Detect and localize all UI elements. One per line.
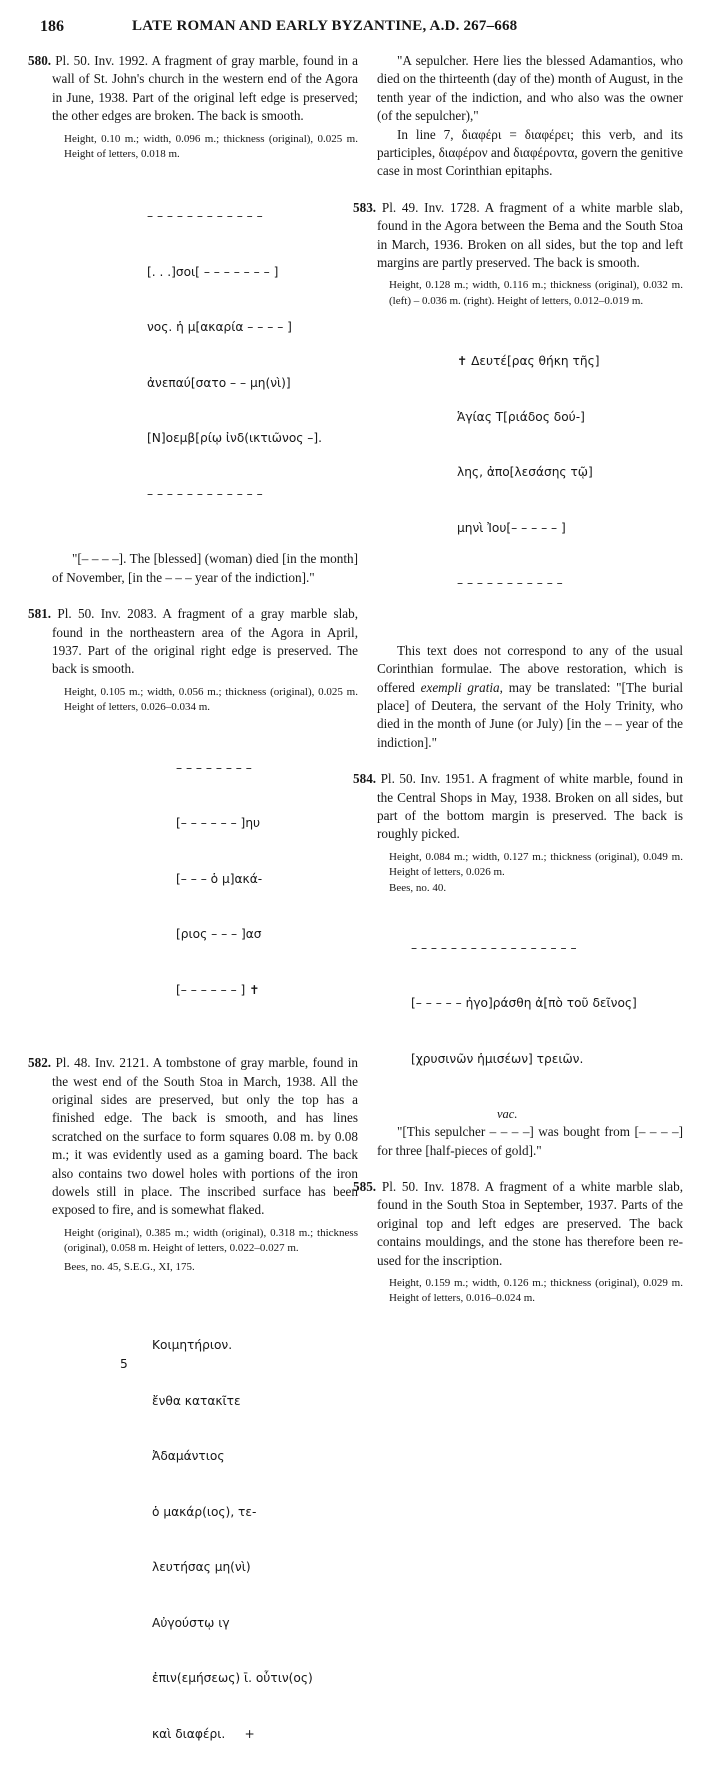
entry-584-bibliography: Bees, no. 40. bbox=[389, 881, 447, 894]
entry-581-inscription bbox=[176, 722, 358, 1037]
inscription-line: [Ν]οεμβ[ρίῳ ἰνδ(ικτιῶνος –]. bbox=[147, 431, 323, 446]
inscription-line: λης, ἀπο[λεσάσης τῷ] bbox=[457, 465, 593, 480]
inscription-line: [– – – ὁ μ]ακά- bbox=[176, 871, 263, 886]
inscription-line: – – – – – – – – – – – – bbox=[147, 486, 263, 501]
right-column bbox=[353, 52, 684, 1307]
entry-584-inscription bbox=[411, 902, 683, 1106]
inscription-line: Ἀδαμάντιος bbox=[152, 1449, 225, 1464]
inscription-line: Κοιμητήριον. bbox=[152, 1338, 233, 1353]
entry-582-bibliography: Bees, no. 45, S.E.G., XI, 175. bbox=[64, 1260, 195, 1273]
inscription-line: ἐπιν(εμήσεως) ῑ. οὗτιν(ος) bbox=[152, 1671, 313, 1686]
entry-582-translation: "A sepulcher. Here lies the blessed Adamantios, who died on the thirteenth (day of the) month of August, in the tenth year of the indiction, and who also was the owner (of the sepulcher)," bbox=[377, 53, 683, 124]
inscription-line: – – – – – – – – bbox=[176, 760, 252, 775]
entry-585-description: 585. Pl. 50. Inv. 1878. A fragment of a white marble slab, found in the South Stoa in September, 1937. Parts of the original top and left edges are preserved. The back contains mouldings, and the stone has therefore been re-used for the inscription. bbox=[353, 1178, 683, 1268]
left-column bbox=[28, 52, 359, 1780]
page-number: 186 bbox=[40, 18, 64, 35]
entry-585 bbox=[353, 1178, 683, 1307]
inscription-line: ✝ Δευτέ[ρας θήκη τῆς] bbox=[457, 354, 600, 369]
running-title: LATE ROMAN AND EARLY BYZANTINE, A.D. 267–668 bbox=[132, 18, 518, 34]
entry-580-translation: "[– – – –]. The [blessed] (woman) died [in the month] of November, [in the – – – year of the indiction]." bbox=[52, 551, 358, 585]
entry-582-dimensions: Height (original), 0.385 m.; width (original), 0.318 m.; thickness (original), 0.058 m. Height of letters, 0.022–0.027 m. bbox=[64, 1226, 358, 1255]
entry-583-dimensions: Height, 0.128 m.; width, 0.116 m.; thickness (original), 0.032 m. (left) – 0.036 m. (right). Height of letters, 0.012–0.019 m. bbox=[389, 279, 683, 307]
inscription-line: [χρυσινῶν ἡμισέων] τρειῶν. bbox=[411, 1051, 584, 1066]
entry-number: 585. bbox=[353, 1178, 377, 1194]
line-number: 5 bbox=[120, 1356, 128, 1371]
entry-582-commentary: In line 7, διαφέρι = διαφέρει; this verb, and its participles, διαφέρον and διαφέροντα, govern the genitive case in most Corinthian epitaphs. bbox=[377, 126, 683, 179]
inscription-line: καὶ διαφέρι. + bbox=[152, 1726, 255, 1741]
entry-581 bbox=[28, 605, 359, 1036]
inscription-line: – – – – – – – – – – – bbox=[457, 576, 563, 591]
entry-582-inscription bbox=[120, 1281, 358, 1780]
inscription-line: [– – – – – – ] ✝ bbox=[176, 982, 260, 997]
entry-580-inscription bbox=[147, 170, 358, 540]
inscription-line: ἀνεπαύ[σατο – – μη(νὶ)] bbox=[147, 375, 291, 390]
inscription-line: ἔνθα κατακῖτε bbox=[152, 1393, 241, 1408]
inscription-line: [– – – – – ἠγο]ράσθη ἀ[πὸ τοῦ δεῖνος] bbox=[411, 996, 637, 1011]
entry-583 bbox=[353, 199, 683, 752]
entry-583-description: 583. Pl. 49. Inv. 1728. A fragment of a white marble slab, found in the Agora between the Bema and the South Stoa in March, 1936. Broken on all sides, but the top and left margins are partly preserved. The back is smooth. bbox=[353, 199, 683, 271]
entry-number: 580. bbox=[28, 53, 52, 68]
entry-581-description: 581. Pl. 50. Inv. 2083. A fragment of a gray marble slab, found in the northeastern area of the Agora in April, 1937. Part of the original right edge is preserved. The back is smooth. bbox=[28, 606, 359, 677]
inscription-line: Ἁγίας Τ[ριάδος δού-] bbox=[457, 409, 585, 424]
entry-584-dimensions: Height, 0.084 m.; width, 0.127 m.; thickness (original), 0.049 m. Height of letters, 0.026 m. bbox=[389, 850, 683, 879]
inscription-line: [ριος – – – ]ασ bbox=[176, 927, 262, 942]
inscription-line: [. . .]σοι[ – – – – – – – ] bbox=[147, 264, 279, 279]
entry-584-translation: "[This sepulcher – – – –] was bought from [– – – –] for three [half-pieces of gold]." bbox=[377, 1124, 683, 1158]
entry-580 bbox=[28, 52, 359, 587]
entry-580-description: 580. Pl. 50. Inv. 1992. A fragment of gray marble, found in a wall of St. John's church in the western end of the Agora in June, 1938. Part of the original left edge is preserved; the other edges are broken. The back is smooth. bbox=[28, 53, 359, 124]
inscription-line: [– – – – – – ]ηυ bbox=[176, 816, 261, 831]
entry-584-description: 584. Pl. 50. Inv. 1951. A fragment of white marble, found in the Central Shops in May, 1938. Broken on all sides, but part of the bottom margin is preserved. The back is roughly picked. bbox=[353, 771, 684, 842]
entry-584-vacat: vac. bbox=[497, 1107, 518, 1122]
inscription-line: ὁ μακάρ(ιος), τε- bbox=[152, 1504, 257, 1519]
entry-number: 581. bbox=[28, 606, 52, 622]
inscription-line: νος. ἡ μ[ακαρία – – – – ] bbox=[147, 320, 292, 335]
entry-582-description: 582. Pl. 48. Inv. 2121. A tombstone of gray marble, found in the west end of the South Stoa in March, 1938. All the original sides are preserved, but only the top has a finished edge. The back is smooth, and has lines scratched on the surface to form squares 0.08 m. by 0.08 m.; it was evidently used as a gaming board. The back also contains two dowel holes with portions of the iron dowels still in place. The inscribed surface has been exposed to fire, and is somewhat flaked. bbox=[28, 1055, 358, 1218]
entry-583-inscription bbox=[457, 315, 683, 630]
entry-number: 584. bbox=[353, 771, 377, 787]
entry-585-dimensions: Height, 0.159 m.; width, 0.126 m.; thickness (original), 0.029 m. Height of letters, 0.016–0.024 m. bbox=[389, 1277, 683, 1305]
entry-581-dimensions: Height, 0.105 m.; width, 0.056 m.; thickness (original), 0.025 m. Height of letters, 0.026–0.034 m. bbox=[64, 685, 358, 714]
entry-number: 583. bbox=[353, 199, 377, 215]
inscription-line: Αὐγούστῳ ιγ bbox=[152, 1615, 230, 1630]
entry-582 bbox=[28, 1054, 358, 1780]
entry-584 bbox=[353, 770, 684, 1160]
inscription-line: – – – – – – – – – – – – bbox=[147, 209, 263, 224]
entry-583-commentary: This text does not correspond to any of the usual Corinthian formulae. The above restoration, which is offered exempli gratia, may be translated: "[The burial place] of Deutera, the servant of the Holy Trinity, who died in the month of June (or July) [in the – – year of the indiction]." bbox=[377, 642, 683, 750]
inscription-line: λευτήσας μη(νὶ) bbox=[152, 1560, 251, 1575]
entry-580-dimensions: Height, 0.10 m.; width, 0.096 m.; thickness (original), 0.025 m. Height of letters, 0.018 m. bbox=[64, 132, 358, 161]
running-header bbox=[40, 18, 685, 40]
inscription-line: μηνὶ Ἰου[– – – – – ] bbox=[457, 520, 566, 535]
entry-number: 582. bbox=[28, 1055, 52, 1071]
inscription-line: – – – – – – – – – – – – – – – – – bbox=[411, 940, 577, 955]
